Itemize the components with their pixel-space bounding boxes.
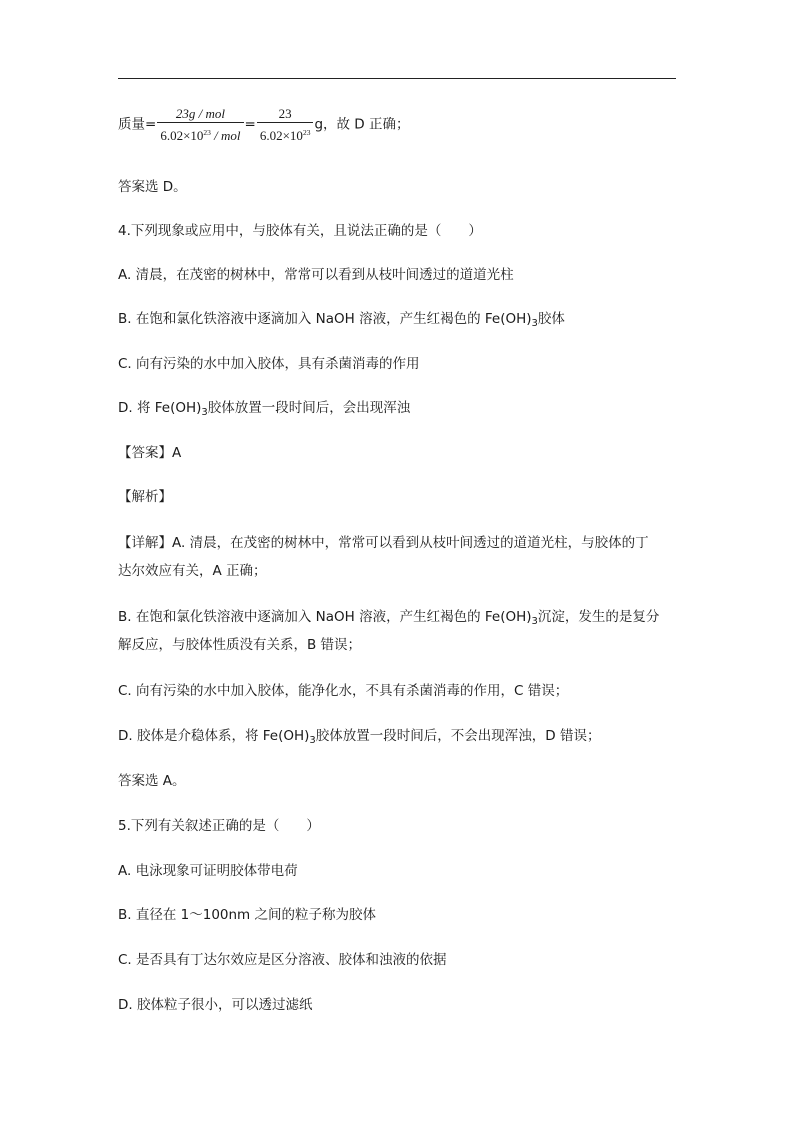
denominator-exponent: 23: [203, 128, 211, 137]
q5-option-a: A. 电泳现象可证明胶体带电荷: [118, 863, 298, 879]
detail-b-tail: 沉淀，发生的是复分: [537, 609, 660, 625]
detail-b-text: B. 在饱和氯化铁溶液中逐滴加入 NaOH 溶液，产生红褐色的 Fe(OH): [118, 609, 532, 625]
q4-option-d: [118, 399, 410, 422]
q4-detail-a-line2: 达尔效应有关，A 正确；: [118, 563, 267, 579]
denominator-coefficient: 6.02×10: [160, 128, 204, 143]
option-d-text: D. 将 Fe(OH): [118, 400, 202, 416]
q4-option-b: [118, 310, 565, 333]
subscript: 3: [531, 616, 538, 627]
q4-detail-b-line2: 解反应，与胶体性质没有关系，B 错误；: [118, 637, 362, 653]
fraction-1-denominator: [157, 123, 243, 143]
formula-label: 质量: [118, 116, 145, 133]
option-b-text: B. 在饱和氯化铁溶液中逐滴加入 NaOH 溶液，产生红褐色的 Fe(OH): [118, 311, 532, 327]
equals-sign-2: =: [244, 116, 256, 133]
fraction-1-numerator: 23g / mol: [157, 106, 243, 123]
q5-option-c: C. 是否具有丁达尔效应是区分溶液、胶体和浊液的依据: [118, 952, 447, 968]
denominator-coefficient: 6.02×10: [259, 128, 303, 143]
subscript: 3: [309, 735, 316, 746]
q5-option-d: D. 胶体粒子很小，可以透过滤纸: [118, 997, 313, 1013]
option-d-tail: 胶体放置一段时间后，会出现浑浊: [207, 400, 411, 416]
header-rule: [118, 78, 676, 79]
detail-d-tail: 胶体放置一段时间后，不会出现浑浊，D 错误；: [315, 728, 601, 744]
q4-analysis-heading: 【解析】: [118, 489, 172, 505]
subscript: 3: [201, 407, 208, 418]
q4-detail-a-line1: 【详解】A. 清晨，在茂密的树林中，常常可以看到从枝叶间透过的道道光柱，与胶体的丁: [118, 535, 649, 551]
q4-answer: 【答案】A: [118, 445, 182, 461]
q5-option-b: B. 直径在 1～100nm 之间的粒子称为胶体: [118, 907, 376, 923]
denominator-unit: / mol: [210, 128, 241, 143]
detail-d-text: D. 胶体是介稳体系，将 Fe(OH): [118, 728, 310, 744]
answer-q3: 答案选 D。: [118, 179, 187, 195]
formula-conclusion: g，故 D 正确；: [314, 116, 410, 133]
fraction-2-numerator: 23: [257, 106, 314, 123]
q4-detail-d: [118, 727, 600, 750]
q4-option-a: A. 清晨，在茂密的树林中，常常可以看到从枝叶间透过的道道光柱: [118, 267, 514, 283]
denominator-exponent: 23: [302, 128, 311, 137]
mass-formula: [118, 106, 410, 143]
subscript: 3: [531, 318, 538, 329]
q4-option-c: C. 向有污染的水中加入胶体，具有杀菌消毒的作用: [118, 356, 420, 372]
q5-stem: 5.下列有关叙述正确的是（ ）: [118, 818, 320, 834]
fraction-2: [257, 106, 314, 143]
option-b-tail: 胶体: [537, 311, 565, 327]
fraction-1: [157, 106, 243, 143]
fraction-2-denominator: [257, 123, 314, 143]
q4-detail-c: C. 向有污染的水中加入胶体，能净化水，不具有杀菌消毒的作用，C 错误；: [118, 683, 569, 699]
q4-stem: 4.下列现象或应用中，与胶体有关，且说法正确的是（ ）: [118, 223, 482, 239]
equals-sign: =: [145, 116, 157, 133]
q4-final-answer: 答案选 A。: [118, 773, 186, 789]
q4-detail-b-line1: [118, 608, 659, 631]
